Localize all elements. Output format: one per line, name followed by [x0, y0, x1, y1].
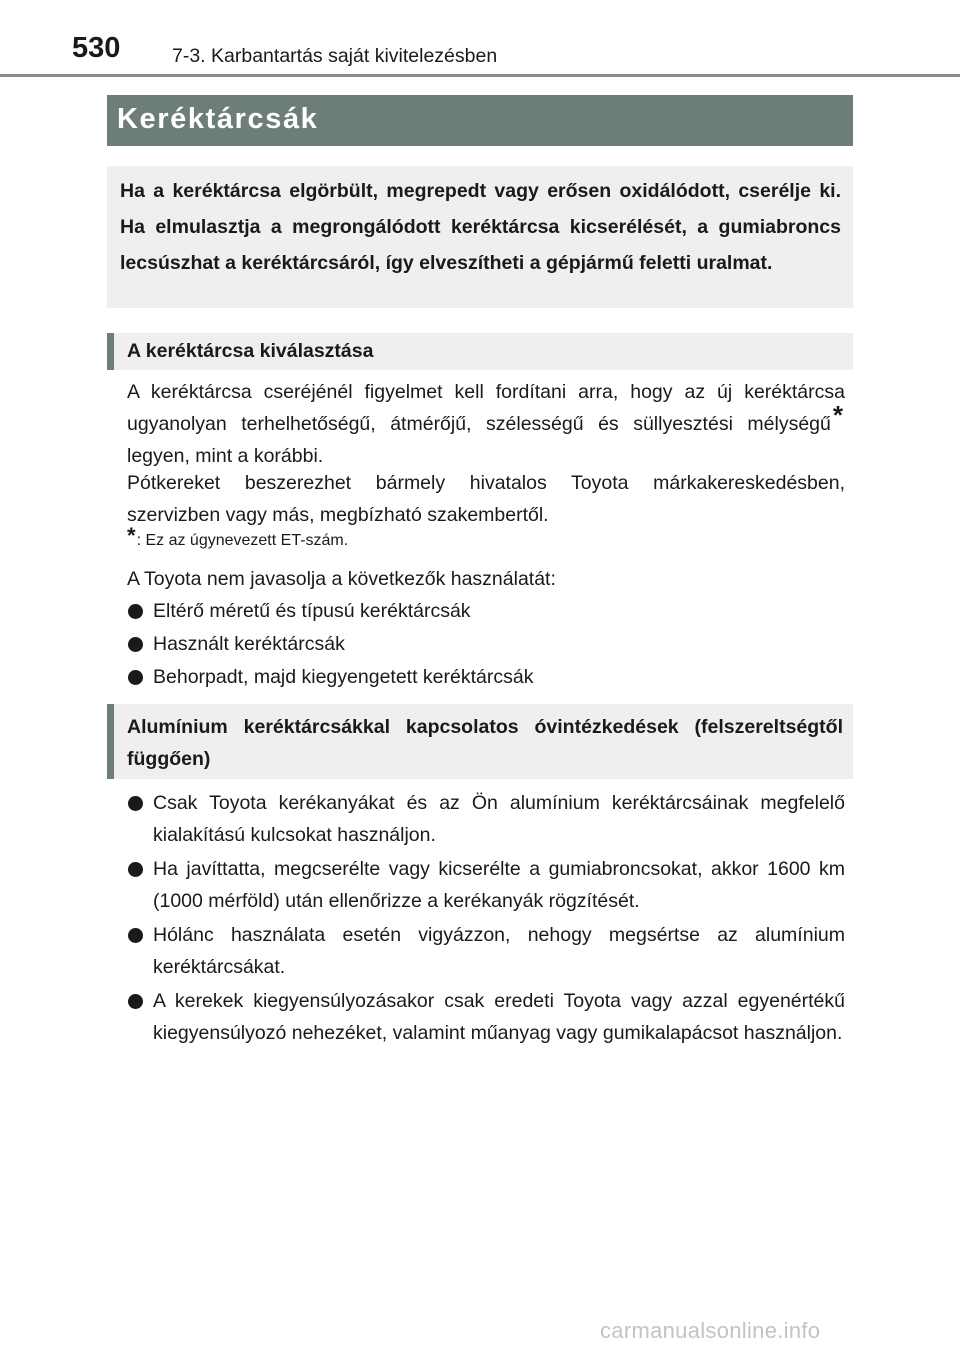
warning-box — [107, 166, 853, 308]
list-item-text: Csak Toyota kerékanyákat és az Ön alumínium keréktárcsáinak megfelelő kialakítású kulcsokat használjon. — [153, 792, 845, 846]
header-divider — [0, 74, 960, 77]
footnote-asterisk: * — [127, 523, 136, 548]
selection-paragraph — [127, 376, 845, 472]
list-item — [127, 985, 845, 1049]
list-item-text: Használt keréktárcsák — [153, 633, 345, 655]
page-header — [0, 0, 960, 80]
list-item — [127, 919, 845, 983]
list-item — [127, 853, 845, 917]
bullet-icon — [128, 637, 143, 652]
bullet-icon — [128, 796, 143, 811]
list-item — [127, 595, 845, 627]
subheading-wheel-selection: A keréktárcsa kiválasztása — [107, 333, 853, 370]
bullet-icon — [128, 604, 143, 619]
spare-wheel-paragraph: Pótkereket beszerezhet bármely hivatalos Toyota márkakereskedésben, szervizben vagy más, megbízható szakembertől. — [127, 472, 845, 526]
list-item — [127, 661, 845, 693]
bullet-icon — [128, 670, 143, 685]
section-title: Keréktárcsák — [117, 103, 319, 135]
list-item-text: Behorpadt, majd kiegyengetett keréktárcsák — [153, 666, 534, 688]
list-item-text: Eltérő méretű és típusú keréktárcsák — [153, 600, 471, 622]
bullet-icon — [128, 994, 143, 1009]
asterisk-marker: * — [832, 400, 843, 430]
list-item-text: Hólánc használata esetén vigyázzon, nehogy megsértse az alumínium keréktárcsákat. — [153, 924, 845, 978]
not-recommended-intro: A Toyota nem javasolja a következők használatát: — [127, 568, 556, 590]
selection-paragraph-text: A keréktárcsa cseréjénél figyelmet kell fordítani arra, hogy az új keréktárcsa ugyanolyan terhelhetőségű, átmérőjű, szélességű és süllyesztési mélységű — [127, 381, 845, 435]
list-item-text: Ha javíttatta, megcserélte vagy kicserélte a gumiabroncsokat, akkor 1600 km (1000 mérföld) után ellenőrizze a kerékanyák rögzítését. — [153, 858, 845, 912]
selection-paragraph-end: legyen, mint a korábbi. — [127, 445, 324, 467]
subheading-aluminium-precautions: Alumínium keréktárcsákkal kapcsolatos óvintézkedések (felszereltségtől függően) — [107, 704, 853, 779]
section-title-bar — [107, 95, 853, 146]
watermark: carmanualsonline.info — [600, 1318, 821, 1343]
warning-text: Ha a keréktárcsa elgörbült, megrepedt vagy erősen oxidálódott, cserélje ki. Ha elmulasztja a megrongálódott keréktárcsa kicserélését, a gumiabroncs lecsúszhat a keréktárcsáról, így elveszítheti a gépjármű feletti uralmat. — [120, 180, 841, 274]
not-recommended-list — [127, 595, 845, 694]
breadcrumb: 7-3. Karbantartás saját kivitelezésben — [172, 45, 498, 67]
page-number: 530 — [72, 32, 121, 64]
list-item — [127, 787, 845, 851]
footnote — [127, 523, 349, 553]
aluminium-precautions-list — [127, 787, 845, 1051]
list-item-text: A kerekek kiegyensúlyozásakor csak eredeti Toyota vagy azzal egyenértékű kiegyensúlyozó nehezéket, valamint műanyag vagy gumikalapácsot használjon. — [153, 990, 845, 1044]
list-item — [127, 628, 845, 660]
footnote-text: : Ez az úgynevezett ET-szám. — [136, 532, 349, 549]
bullet-icon — [128, 862, 143, 877]
bullet-icon — [128, 928, 143, 943]
